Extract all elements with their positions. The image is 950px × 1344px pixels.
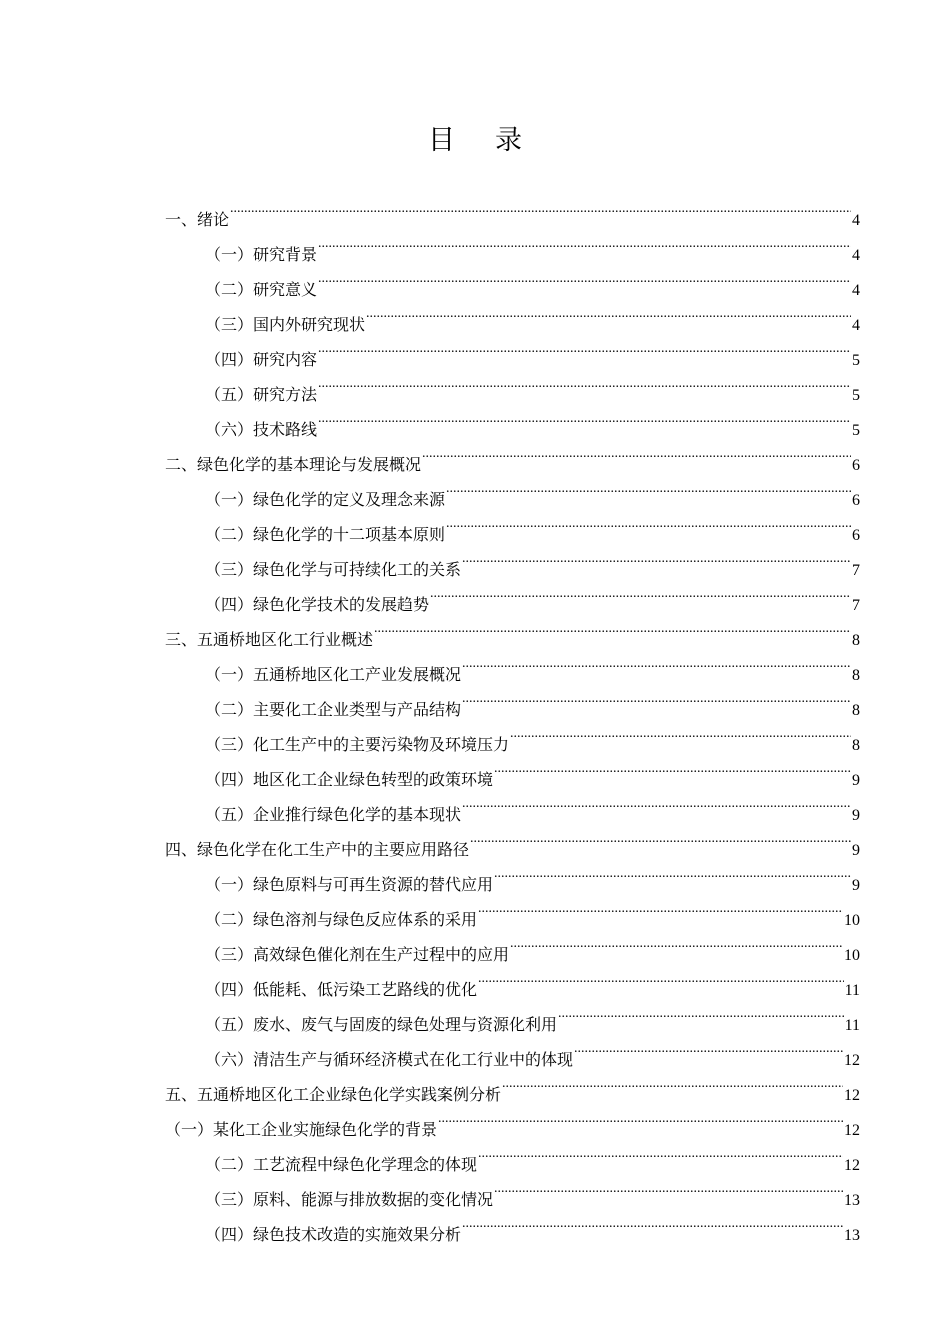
toc-entry-label: （五）研究方法 [205, 385, 318, 404]
toc-entry-label: （三）化工生产中的主要污染物及环境压力 [205, 735, 510, 754]
toc-dot-leader [494, 1170, 843, 1205]
toc-entry-page-number: 5 [852, 422, 860, 439]
toc-dot-leader [462, 680, 851, 715]
toc-title-char-2: 录 [495, 125, 522, 156]
toc-dot-leader [510, 925, 843, 960]
toc-dot-leader [494, 750, 851, 785]
toc-entry-label: （三）国内外研究现状 [205, 315, 366, 334]
toc-dot-leader [462, 645, 851, 680]
toc-entry-page-number: 12 [844, 1087, 860, 1104]
toc-entry-label: （四）绿色技术改造的实施效果分析 [205, 1225, 462, 1244]
toc-list [165, 190, 860, 1244]
toc-dot-leader [470, 820, 851, 855]
toc-entry-label: 三、五通桥地区化工行业概述 [165, 630, 374, 649]
toc-entry-page-number: 10 [844, 947, 860, 964]
toc-entry-page-number: 13 [844, 1227, 860, 1244]
toc-entry-label: （六）清洁生产与循环经济模式在化工行业中的体现 [205, 1050, 574, 1069]
toc-entry-page-number: 9 [852, 842, 860, 859]
toc-dot-leader [510, 715, 851, 750]
toc-entry-label: （三）原料、能源与排放数据的变化情况 [205, 1190, 494, 1209]
toc-entry-label: （一）研究背景 [205, 245, 318, 264]
toc-dot-leader [462, 785, 851, 820]
toc-entry-label: （四）研究内容 [205, 350, 318, 369]
toc-dot-leader [318, 365, 851, 400]
toc-entry-page-number: 13 [844, 1192, 860, 1209]
toc-dot-leader [478, 890, 843, 925]
toc-entry-page-number: 12 [844, 1157, 860, 1174]
toc-entry-page-number: 6 [852, 457, 860, 474]
toc-entry-page-number: 12 [844, 1052, 860, 1069]
toc-entry[interactable] [165, 190, 860, 229]
toc-entry-page-number: 6 [852, 527, 860, 544]
toc-dot-leader [374, 610, 851, 645]
toc-entry-label: 四、绿色化学在化工生产中的主要应用路径 [165, 840, 470, 859]
toc-entry-label: （五）企业推行绿色化学的基本现状 [205, 805, 462, 824]
toc-entry-label: （二）绿色溶剂与绿色反应体系的采用 [205, 910, 478, 929]
toc-entry-page-number: 7 [852, 562, 860, 579]
toc-entry-page-number: 4 [852, 317, 860, 334]
toc-dot-leader [446, 505, 851, 540]
toc-entry-page-number: 12 [844, 1122, 860, 1139]
toc-entry-page-number: 8 [852, 737, 860, 754]
toc-dot-leader [430, 575, 851, 610]
toc-entry-label: （一）绿色化学的定义及理念来源 [205, 490, 446, 509]
toc-entry-page-number: 8 [852, 702, 860, 719]
toc-entry-label: （三）高效绿色催化剂在生产过程中的应用 [205, 945, 510, 964]
toc-dot-leader [318, 260, 851, 295]
toc-entry-page-number: 9 [852, 877, 860, 894]
toc-dot-leader [494, 855, 851, 890]
toc-entry-label: （一）五通桥地区化工产业发展概况 [205, 665, 462, 684]
toc-dot-leader [558, 995, 844, 1030]
toc-entry-label: （二）工艺流程中绿色化学理念的体现 [205, 1155, 478, 1174]
toc-entry-label: （二）主要化工企业类型与产品结构 [205, 700, 462, 719]
toc-dot-leader [446, 470, 851, 505]
toc-dot-leader [318, 400, 851, 435]
toc-entry-page-number: 11 [844, 982, 860, 999]
toc-dot-leader [318, 225, 851, 260]
toc-dot-leader [366, 295, 851, 330]
toc-entry-label: （一）绿色原料与可再生资源的替代应用 [205, 875, 494, 894]
toc-entry-label: （五）废水、废气与固废的绿色处理与资源化利用 [205, 1015, 558, 1034]
toc-entry-label: 一、绪论 [165, 210, 230, 229]
toc-entry-page-number: 4 [852, 282, 860, 299]
toc-dot-leader [478, 960, 844, 995]
toc-entry-page-number: 9 [852, 772, 860, 789]
toc-entry-page-number: 9 [852, 807, 860, 824]
toc-entry-label: 五、五通桥地区化工企业绿色化学实践案例分析 [165, 1085, 502, 1104]
toc-entry-page-number: 8 [852, 632, 860, 649]
toc-entry-label: （四）绿色化学技术的发展趋势 [205, 595, 430, 614]
toc-dot-leader [478, 1135, 843, 1170]
toc-dot-leader [574, 1030, 843, 1065]
toc-title [0, 122, 950, 160]
toc-entry-label: （一）某化工企业实施绿色化学的背景 [165, 1120, 438, 1139]
toc-entry-label: （二）研究意义 [205, 280, 318, 299]
toc-entry-label: （四）低能耗、低污染工艺路线的优化 [205, 980, 478, 999]
toc-entry-page-number: 8 [852, 667, 860, 684]
toc-dot-leader [318, 330, 851, 365]
toc-entry-page-number: 4 [852, 247, 860, 264]
toc-entry-label: （六）技术路线 [205, 420, 318, 439]
toc-entry-page-number: 5 [852, 387, 860, 404]
toc-dot-leader [502, 1065, 843, 1100]
toc-entry-label: 二、绿色化学的基本理论与发展概况 [165, 455, 422, 474]
toc-entry-label: （二）绿色化学的十二项基本原则 [205, 525, 446, 544]
toc-dot-leader [438, 1100, 843, 1135]
toc-dot-leader [422, 435, 851, 470]
toc-entry-page-number: 6 [852, 492, 860, 509]
toc-entry-label: （三）绿色化学与可持续化工的关系 [205, 560, 462, 579]
toc-entry[interactable] [165, 225, 860, 264]
toc-entry-page-number: 11 [844, 1017, 860, 1034]
toc-entry-page-number: 10 [844, 912, 860, 929]
toc-entry-page-number: 5 [852, 352, 860, 369]
toc-entry-page-number: 4 [852, 212, 860, 229]
toc-dot-leader [462, 540, 851, 575]
toc-entry-page-number: 7 [852, 597, 860, 614]
toc-dot-leader [230, 190, 851, 225]
toc-title-char-1: 目 [428, 125, 455, 156]
toc-entry-label: （四）地区化工企业绿色转型的政策环境 [205, 770, 494, 789]
toc-dot-leader [462, 1205, 843, 1240]
